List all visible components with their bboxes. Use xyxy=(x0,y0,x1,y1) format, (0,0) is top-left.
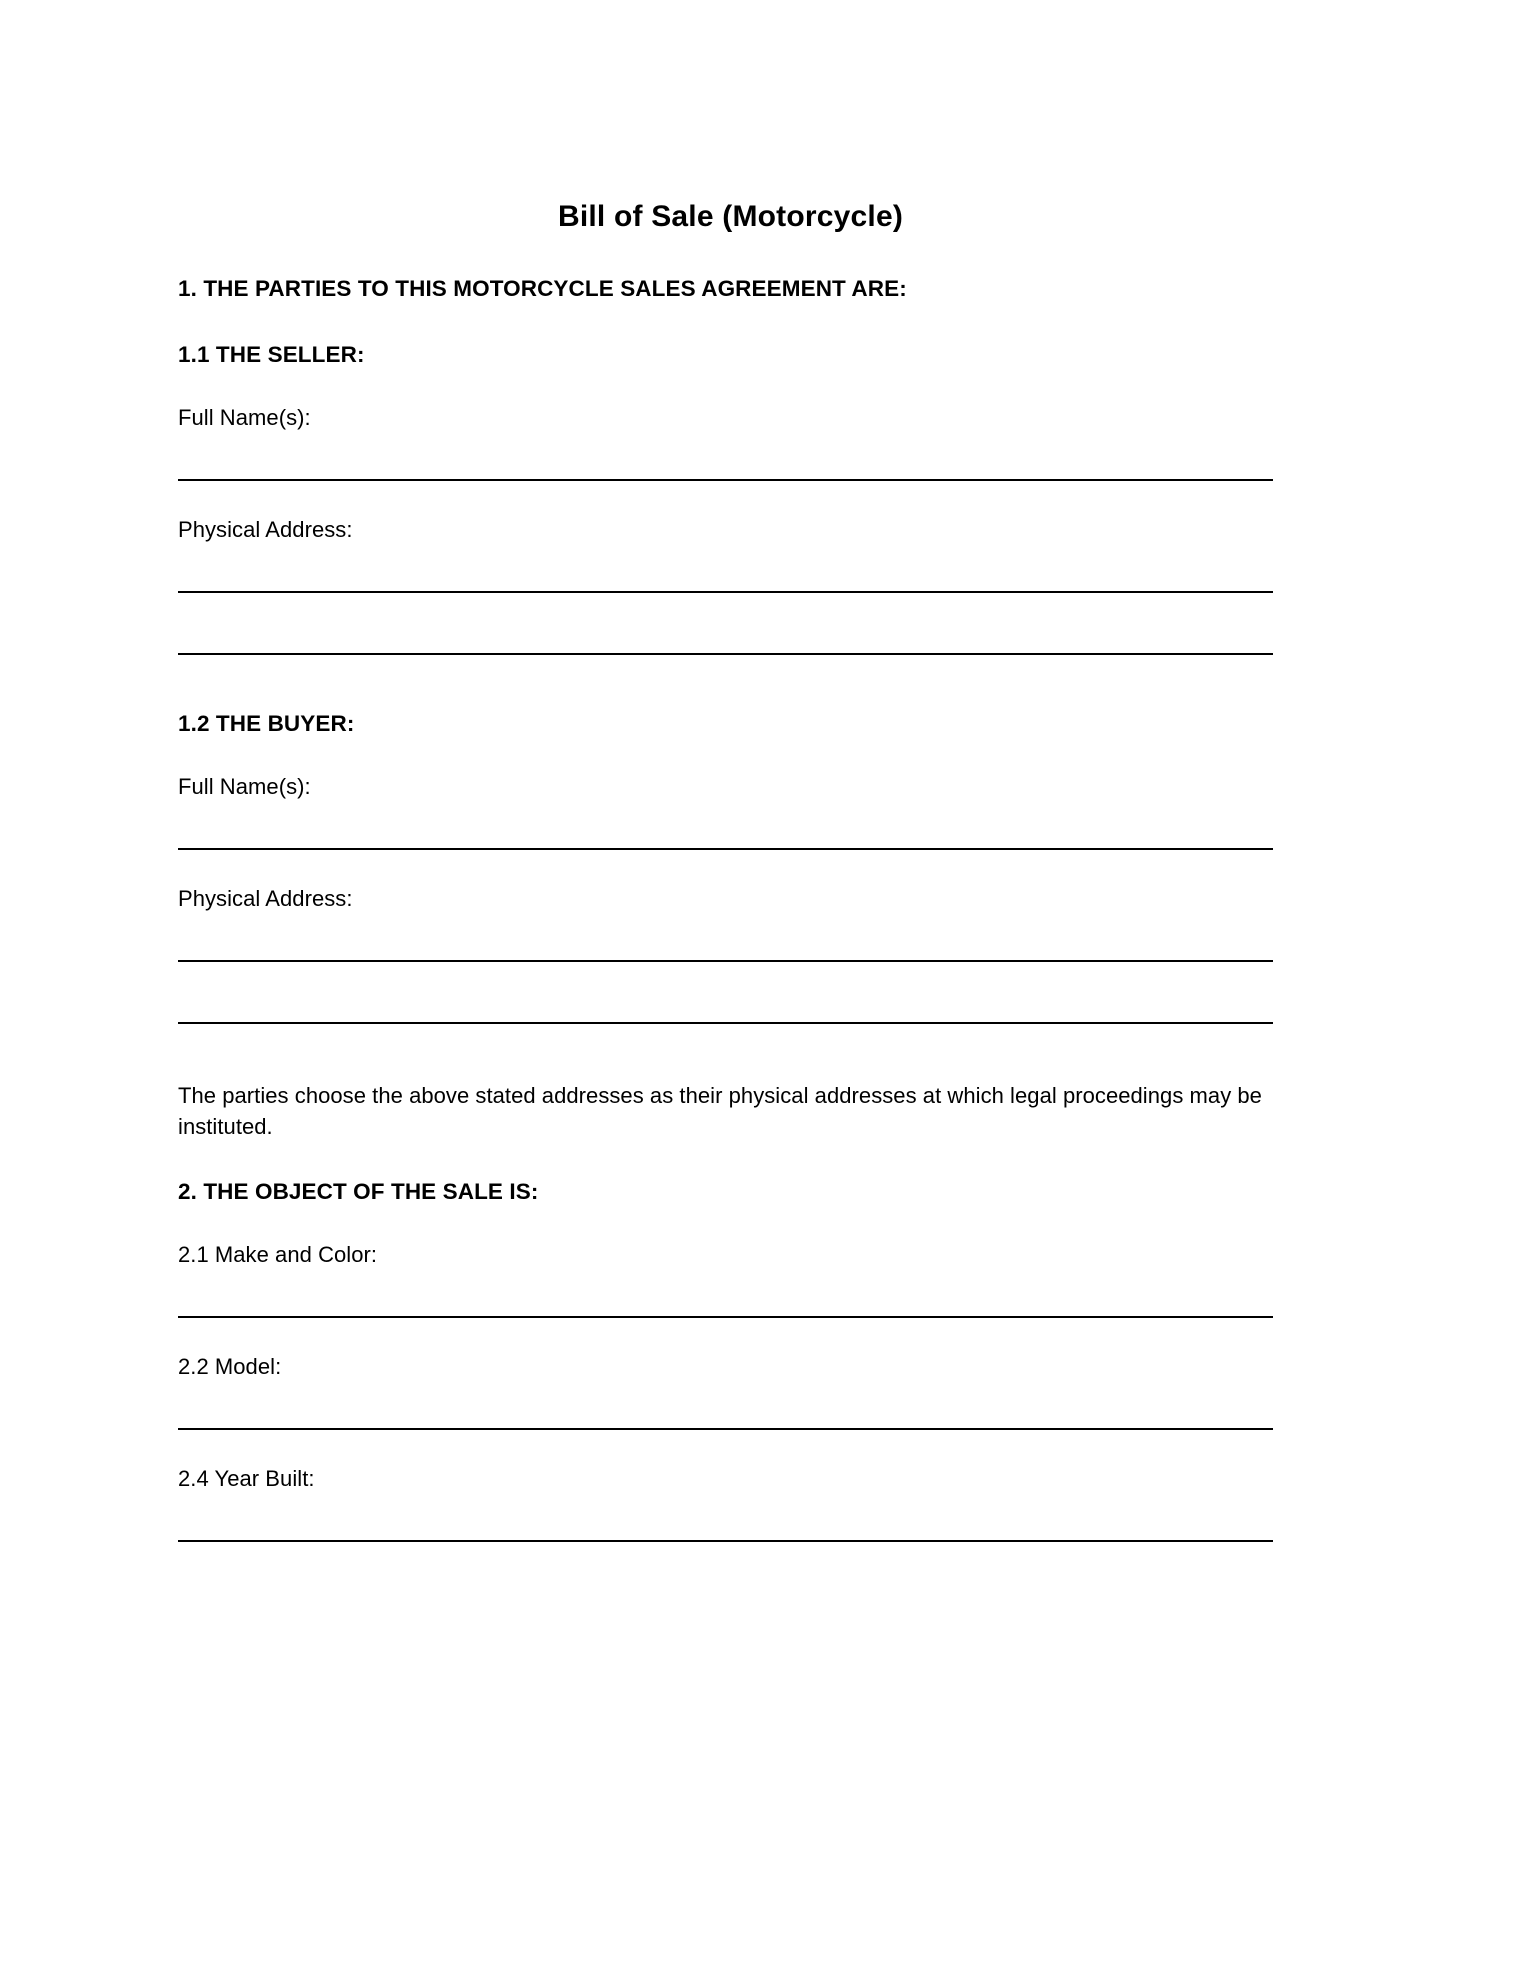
parties-address-note: The parties choose the above stated addresses as their physical addresses at which legal proceedings may be instituted. xyxy=(178,1083,1262,1140)
subsection-heading-buyer: 1.2 THE BUYER: xyxy=(178,711,355,736)
section-heading-parties: 1. THE PARTIES TO THIS MOTORCYCLE SALES AGREEMENT ARE: xyxy=(178,276,907,301)
seller-physical-address-label: Physical Address: xyxy=(178,517,353,542)
buyer-full-name-label: Full Name(s): xyxy=(178,774,311,799)
make-and-color-label: 2.1 Make and Color: xyxy=(178,1242,378,1268)
section-heading-object-of-sale: 2. THE OBJECT OF THE SALE IS: xyxy=(178,1179,539,1205)
page-title: Bill of Sale (Motorcycle) xyxy=(557,200,904,233)
seller-full-name-label: Full Name(s): xyxy=(178,405,311,430)
document-body xyxy=(178,200,1273,1542)
buyer-physical-address-label: Physical Address: xyxy=(178,886,353,911)
model-label: 2.2 Model: xyxy=(178,1354,282,1380)
subsection-heading-seller: 1.1 THE SELLER: xyxy=(178,342,365,367)
year-built-input-line[interactable] xyxy=(178,1540,1273,1542)
year-built-label: 2.4 Year Built: xyxy=(178,1466,315,1492)
